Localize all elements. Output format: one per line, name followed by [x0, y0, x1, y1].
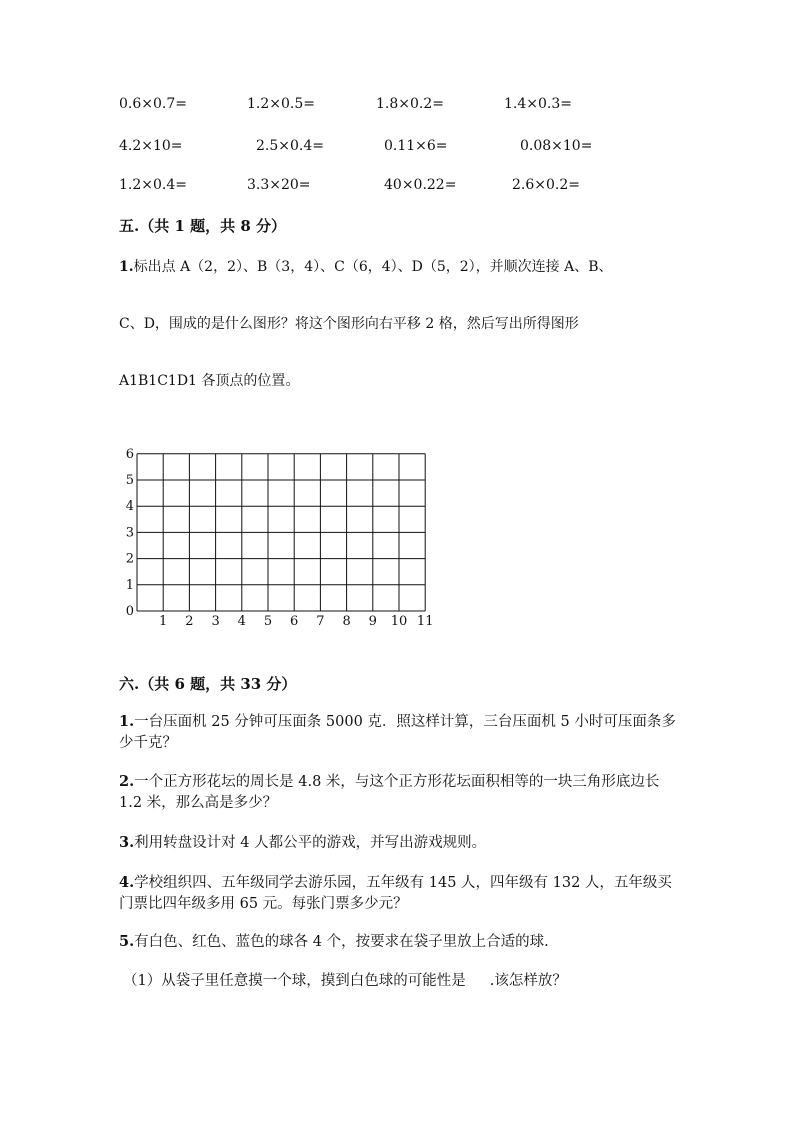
question-number: 5. — [119, 933, 135, 950]
coordinate-grid-svg — [118, 444, 448, 634]
question-text: 一个正方形花坛的周长是 4.8 米，与这个正方形花坛面积相等的一块三角形底边长 1.2 米，那么高是多少？ — [119, 774, 660, 811]
calc-row-3 — [0, 177, 794, 197]
section-5-q1-line2: C、D，围成的是什么图形？将这个图形向右平移 2 格，然后写出所得图形 — [119, 316, 579, 332]
calc-item: 40×0.22= — [384, 177, 457, 193]
x-tick-label: 5 — [263, 614, 273, 629]
calc-item: 1.4×0.3= — [504, 96, 572, 112]
x-tick-label: 7 — [316, 614, 325, 629]
x-tick-label: 3 — [211, 614, 220, 629]
calc-item: 1.8×0.2= — [376, 96, 444, 112]
x-tick-label: 2 — [185, 614, 194, 629]
sub-question-text: （1）从袋子里任意摸一个球，摸到白色球的可能性是 — [123, 973, 466, 989]
section-5-q1-line3: A1B1C1D1 各顶点的位置。 — [119, 373, 300, 389]
section-5-q1-line1 — [119, 256, 613, 276]
x-tick-label: 11 — [416, 614, 434, 629]
y-tick-label: 2 — [125, 551, 134, 567]
x-tick-label: 9 — [368, 614, 377, 629]
calc-item: 2.6×0.2= — [512, 177, 580, 193]
y-tick-label: 4 — [125, 499, 134, 515]
x-tick-label: 10 — [390, 614, 408, 629]
y-tick-label: 0 — [125, 604, 134, 619]
y-tick-label: 1 — [125, 577, 134, 593]
section-5-title: 五.（共 1 题，共 8 分） — [119, 217, 286, 235]
calc-item: 2.5×0.4= — [256, 138, 324, 154]
question-text: 标出点 A（2，2）、B（3，4）、C（6，4）、D（5，2），并顺次连接 A、B、 — [133, 259, 613, 275]
x-tick-label: 4 — [237, 614, 246, 629]
calc-item: 1.2×0.4= — [119, 177, 187, 193]
question-number: 1. — [119, 259, 134, 275]
calc-item: 3.3×20= — [247, 177, 311, 193]
question-number: 4. — [119, 874, 135, 891]
x-tick-label: 8 — [342, 614, 351, 629]
sub-question-text-end: .该怎样放？ — [489, 973, 567, 989]
calc-item: 0.11×6= — [384, 138, 448, 154]
calc-item: 0.6×0.7= — [119, 96, 187, 112]
question-number: 1. — [119, 713, 135, 730]
question-6-5 — [119, 931, 679, 953]
calc-item: 1.2×0.5= — [247, 96, 315, 112]
calc-row-2 — [0, 138, 794, 158]
question-6-4 — [119, 872, 679, 915]
question-6-1 — [119, 711, 679, 754]
calc-item: 4.2×10= — [119, 138, 183, 154]
section-6-title: 六.（共 6 题，共 33 分） — [119, 675, 297, 693]
calc-row-1 — [0, 96, 794, 116]
question-number: 3. — [119, 834, 135, 851]
y-tick-label: 3 — [125, 525, 134, 541]
question-number: 2. — [119, 773, 135, 790]
calc-item: 0.08×10= — [520, 138, 593, 154]
question-6-2 — [119, 771, 679, 814]
x-tick-label: 1 — [159, 614, 168, 629]
question-6-5-sub-1 — [123, 971, 683, 992]
question-text: 有白色、红色、蓝色的球各 4 个，按要求在袋子里放上合适的球. — [134, 934, 549, 950]
question-6-3 — [119, 832, 679, 854]
coordinate-grid — [118, 444, 448, 634]
question-text: 学校组织四、五年级同学去游乐园，五年级有 145 人，四年级有 132 人，五年级买门票比四年级多用 65 元。每张门票多少元？ — [119, 875, 672, 912]
question-text: 一台压面机 25 分钟可压面条 5000 克．照这样计算，三台压面机 5 小时可压面条多少千克？ — [119, 714, 676, 751]
y-tick-label: 5 — [125, 473, 134, 488]
y-tick-label: 6 — [125, 446, 134, 462]
question-text: 利用转盘设计对 4 人都公平的游戏，并写出游戏规则。 — [134, 835, 487, 851]
x-tick-label: 6 — [290, 614, 299, 629]
